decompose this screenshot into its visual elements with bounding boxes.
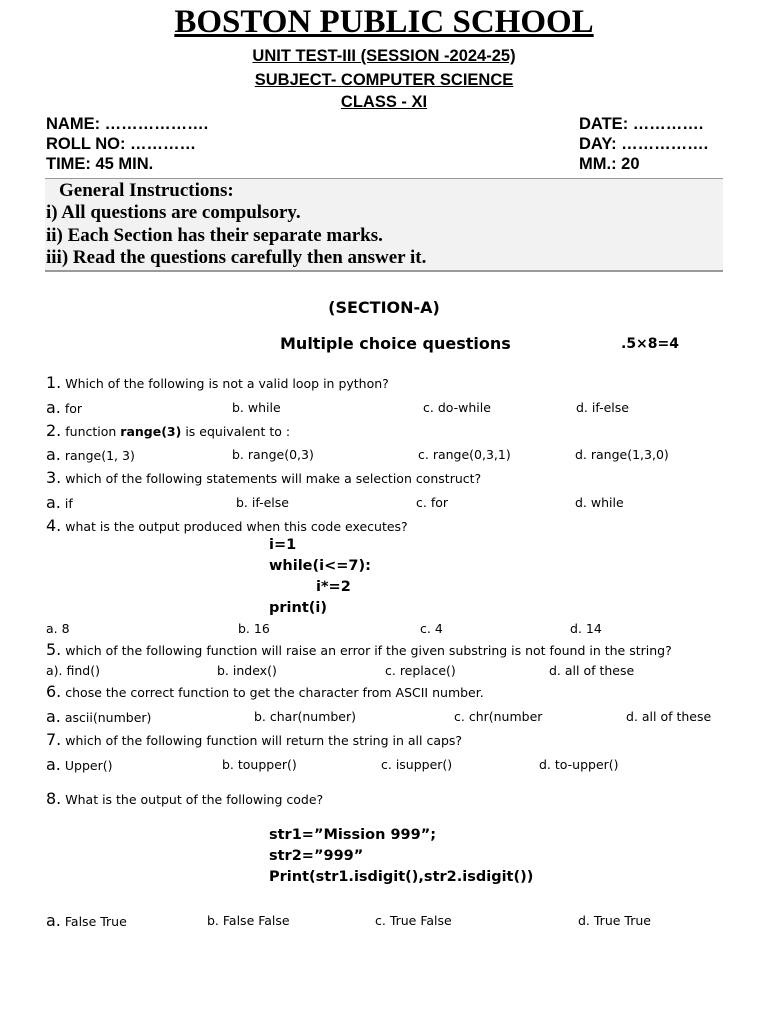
option-d: d. all of these xyxy=(626,709,712,724)
question-number: 3. xyxy=(46,468,62,487)
question-4 xyxy=(46,516,408,535)
option-text: if xyxy=(64,496,73,511)
section-title: (SECTION-A) xyxy=(328,298,440,317)
roll-field: ROLL NO: ………… xyxy=(46,135,197,153)
code-line: i=1 xyxy=(269,537,297,553)
option-text: range(1, 3) xyxy=(64,448,135,463)
day-field: DAY: ……………. xyxy=(579,135,709,153)
option-d: d. to-upper() xyxy=(539,757,619,772)
question-number: 2. xyxy=(46,421,62,440)
question-1 xyxy=(46,373,389,392)
question-text: function xyxy=(65,424,121,439)
code-line: str2=”999” xyxy=(269,848,364,864)
option-b: b. while xyxy=(232,400,281,415)
option-a xyxy=(46,398,82,417)
option-text: for xyxy=(64,401,83,416)
option-lead: a. xyxy=(46,445,61,464)
option-lead: a. xyxy=(46,911,61,930)
test-title: UNIT TEST-III (SESSION -2024-25) xyxy=(252,47,516,65)
question-number: 4. xyxy=(46,516,62,535)
instruction-item: ii) Each Section has their separate marks. xyxy=(46,225,383,246)
instruction-item: iii) Read the questions carefully then answer it. xyxy=(46,247,427,268)
code-line: i*=2 xyxy=(316,579,351,595)
option-d: d. True True xyxy=(578,913,651,928)
option-b: b. index() xyxy=(217,663,277,678)
question-text: chose the correct function to get the character from ASCII number. xyxy=(65,685,484,700)
code-line: str1=”Mission 999”; xyxy=(269,827,437,843)
option-d: d. while xyxy=(575,495,624,510)
name-field: NAME: ………………. xyxy=(46,115,209,133)
option-text: ascii(number) xyxy=(64,710,152,725)
question-6 xyxy=(46,682,484,701)
question-text: what is the output produced when this code executes? xyxy=(65,519,408,534)
option-c: c. chr(number xyxy=(454,709,543,724)
question-number: 8. xyxy=(46,789,62,808)
time-field: TIME: 45 MIN. xyxy=(46,155,154,173)
option-c: c. range(0,3,1) xyxy=(418,447,511,462)
instructions-title: General Instructions: xyxy=(59,180,234,201)
date-field: DATE: …………. xyxy=(579,115,704,133)
option-a: a). find() xyxy=(46,663,100,678)
option-a: a. 8 xyxy=(46,621,70,636)
question-keyword: range(3) xyxy=(120,424,182,439)
option-c: c. isupper() xyxy=(381,757,453,772)
question-number: 5. xyxy=(46,640,62,659)
option-lead: a. xyxy=(46,493,61,512)
option-d: d. if-else xyxy=(576,400,629,415)
question-number: 7. xyxy=(46,730,62,749)
option-c: c. replace() xyxy=(385,663,456,678)
question-text: which of the following function will return the string in all caps? xyxy=(65,733,463,748)
option-c: c. do-while xyxy=(423,400,491,415)
option-b: b. if-else xyxy=(236,495,289,510)
subject-title: SUBJECT- COMPUTER SCIENCE xyxy=(254,71,514,89)
question-8 xyxy=(46,789,323,808)
section-subtitle: Multiple choice questions xyxy=(280,334,511,353)
marks-field: MM.: 20 xyxy=(579,155,640,173)
question-2 xyxy=(46,421,290,440)
section-marks: .5×8=4 xyxy=(621,336,680,352)
option-c: c. True False xyxy=(375,913,452,928)
instructions-box xyxy=(45,178,723,272)
option-a xyxy=(46,911,127,930)
code-line: while(i<=7): xyxy=(269,558,371,574)
code-line: print(i) xyxy=(269,600,327,616)
school-name: BOSTON PUBLIC SCHOOL xyxy=(174,4,594,40)
question-number: 6. xyxy=(46,682,62,701)
option-d: d. range(1,3,0) xyxy=(575,447,669,462)
option-a xyxy=(46,445,135,464)
option-c: c. for xyxy=(416,495,449,510)
class-title: CLASS - XI xyxy=(340,93,428,111)
question-text: which of the following function will raise an error if the given substring is not found in the string? xyxy=(65,643,672,658)
option-b: b. char(number) xyxy=(254,709,357,724)
option-a xyxy=(46,493,73,512)
option-b: b. range(0,3) xyxy=(232,447,314,462)
question-7 xyxy=(46,730,462,749)
option-b: b. 16 xyxy=(238,621,270,636)
option-a xyxy=(46,755,112,774)
question-text: Which of the following is not a valid loop in python? xyxy=(65,376,389,391)
instruction-item: i) All questions are compulsory. xyxy=(46,202,301,223)
question-3 xyxy=(46,468,481,487)
question-text: which of the following statements will make a selection construct? xyxy=(65,471,482,486)
code-line: Print(str1.isdigit(),str2.isdigit()) xyxy=(269,869,534,885)
option-lead: a. xyxy=(46,398,61,417)
option-c: c. 4 xyxy=(420,621,443,636)
option-text: Upper() xyxy=(64,758,113,773)
option-b: b. False False xyxy=(207,913,290,928)
option-b: b. toupper() xyxy=(222,757,297,772)
question-5 xyxy=(46,640,672,659)
question-text: What is the output of the following code? xyxy=(65,792,324,807)
question-text: is equivalent to : xyxy=(181,424,291,439)
question-number: 1. xyxy=(46,373,62,392)
option-a xyxy=(46,707,151,726)
option-lead: a. xyxy=(46,755,61,774)
option-text: False True xyxy=(64,914,127,929)
option-d: d. all of these xyxy=(549,663,635,678)
option-d: d. 14 xyxy=(570,621,602,636)
option-lead: a. xyxy=(46,707,61,726)
